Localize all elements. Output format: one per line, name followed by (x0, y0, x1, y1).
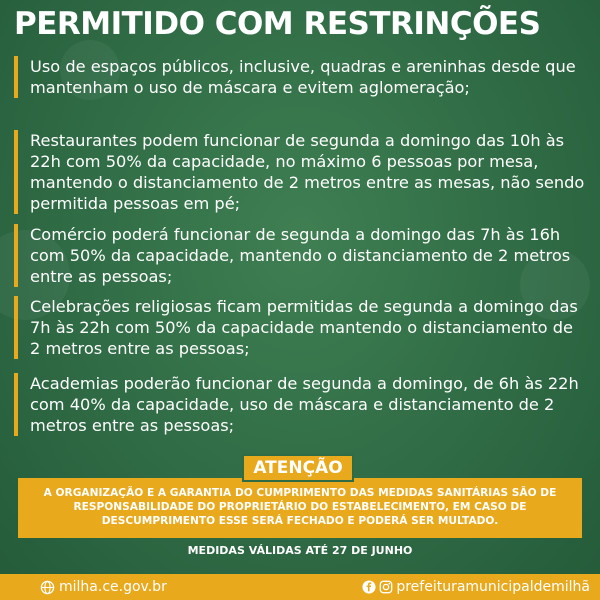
attention-label: ATENÇÃO (244, 456, 352, 480)
page-title: PERMITIDO COM RESTRINÇÕES (14, 6, 541, 42)
rule-item-commerce: Comércio poderá funcionar de segunda a domingo das 7h às 16h com 50% da capacidade, mantendo o distanciamento de 2 metros entre as pessoas; (14, 224, 586, 287)
footer-social[interactable] (362, 579, 590, 595)
rule-item-religious: Celebrações religiosas ficam permitidas de segunda a domingo das 7h às 22h com 50% da capacidade mantendo o distanciamento de 2 metros entre as pessoas; (14, 296, 586, 359)
attention-box: A ORGANIZAÇÃO E A GARANTIA DO CUMPRIMENTO DAS MEDIDAS SANITÁRIAS SÃO DE RESPONSABILIDADE DO PROPRIETÁRIO DO ESTABELECIMENTO, EM CASO DE DESCUMPRIMENTO ESSE SERÁ FECHADO E PODERÁ SER MULTADO. (18, 478, 582, 538)
validity-notice: MEDIDAS VÁLIDAS ATÉ 27 DE JUNHO (187, 544, 413, 557)
social-handle-text: prefeituramunicipaldemilhã (396, 579, 590, 595)
website-text: milha.ce.gov.br (59, 579, 167, 595)
instagram-icon (379, 580, 393, 594)
footer-website[interactable] (40, 579, 167, 595)
rule-item-gyms: Academias poderão funcionar de segunda a domingo, de 6h às 22h com 40% da capacidade, uso de máscara e distanciamento de 2 metros entre as pessoas; (14, 373, 586, 436)
rule-item-public-spaces: Uso de espaços públicos, inclusive, quadras e areninhas desde que mantenham o uso de máscara e evitem aglomeração; (14, 56, 586, 98)
facebook-icon (362, 580, 376, 594)
rule-item-restaurants: Restaurantes podem funcionar de segunda a domingo das 10h às 22h com 50% da capacidade, no máximo 6 pessoas por mesa, mantendo o distanciamento de 2 metros entre as mesas, não sendo permitida pessoas em pé; (14, 130, 586, 214)
globe-icon (40, 580, 55, 595)
footer-bar (0, 574, 600, 600)
